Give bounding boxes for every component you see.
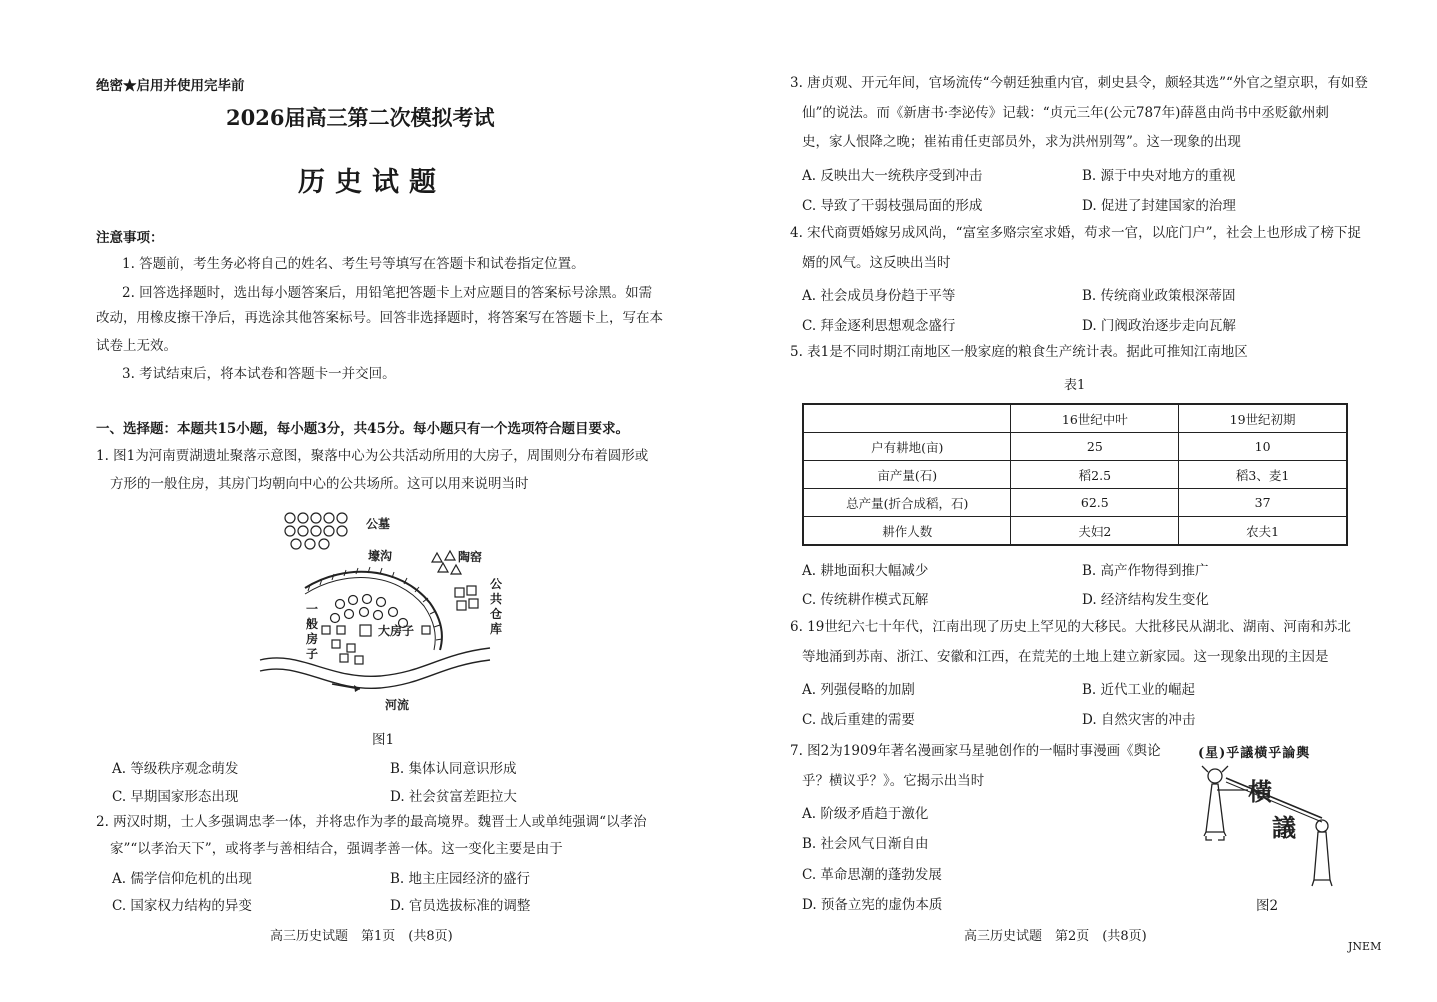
q6-option-a[interactable]: A. 列强侵略的加剧	[802, 682, 915, 698]
q4-option-b[interactable]: B. 传统商业政策根深蒂固	[1082, 288, 1236, 304]
notice-line: 2. 回答选择题时，选出每小题答案后，用铅笔把答题卡上对应题目的答案标号涂黑。如需	[122, 285, 653, 301]
table-1-caption: 表1	[1064, 378, 1086, 393]
table-cell: 25	[1011, 433, 1179, 461]
q6-option-d[interactable]: D. 自然灾害的冲击	[1082, 712, 1196, 728]
q2-option-c[interactable]: C. 国家权力结构的异变	[112, 898, 252, 914]
notice-line: 试卷上无效。	[96, 338, 177, 354]
table-cell: 亩产量(石)	[803, 461, 1011, 489]
figure-1-caption: 图1	[372, 732, 395, 748]
q4-option-d[interactable]: D. 门阀政治逐步走向瓦解	[1082, 318, 1236, 334]
q3-option-a[interactable]: A. 反映出大一统秩序受到冲击	[802, 168, 983, 184]
table-header-cell: 19世纪初期	[1179, 404, 1347, 433]
label-warehouse: 公共仓库	[490, 577, 503, 636]
secret-mark: 绝密★启用并使用完毕前	[96, 78, 245, 94]
q3-option-d[interactable]: D. 促进了封建国家的治理	[1082, 198, 1236, 214]
q2-option-d[interactable]: D. 官员选拔标准的调整	[390, 898, 531, 914]
cartoon-title: (星)乎議橫乎論輿	[1198, 746, 1311, 761]
q4-option-c[interactable]: C. 拜金逐利思想观念盛行	[802, 318, 956, 334]
table-header-row	[803, 404, 1347, 433]
q1-option-a[interactable]: A. 等级秩序观念萌发	[112, 761, 239, 777]
label-kiln: 陶窑	[458, 550, 483, 564]
table-cell: 稻3、麦1	[1179, 461, 1347, 489]
question-3-line: 仙”的说法。而《新唐书·李泌传》记载：“贞元三年(公元787年)薛邕由尚书中丞贬歙州刺	[802, 105, 1329, 121]
q7-option-b[interactable]: B. 社会风气日渐自由	[802, 836, 929, 852]
q7-option-d[interactable]: D. 预备立宪的虚伪本质	[802, 897, 943, 913]
q7-option-c[interactable]: C. 革命思潮的蓬勃发展	[802, 867, 942, 883]
q2-option-a[interactable]: A. 儒学信仰危机的出现	[112, 871, 252, 887]
cartoon-illustration	[1190, 762, 1340, 894]
question-1-line: 方形的一般住房，其房门均朝向中心的公共场所。这可以用来说明当时	[110, 476, 529, 492]
table-cell: 稻2.5	[1011, 461, 1179, 489]
cartoon-char: 橫	[1248, 777, 1272, 806]
notice-line: 3. 考试结束后，将本试卷和答题卡一并交回。	[122, 366, 396, 382]
notice-line: 改动，用橡皮擦干净后，再选涂其他答案标号。回答非选择题时，将答案写在答题卡上，写在本	[96, 310, 663, 326]
table-row	[803, 489, 1347, 517]
q2-option-b[interactable]: B. 地主庄园经济的盛行	[390, 871, 531, 887]
table-row	[803, 461, 1347, 489]
question-2-line: 家”“以孝治天下”，或将孝与善相结合，强调孝善一体。这一变化主要是由于	[110, 841, 563, 857]
q5-option-a[interactable]: A. 耕地面积大幅减少	[802, 563, 929, 579]
q5-option-c[interactable]: C. 传统耕作模式瓦解	[802, 592, 929, 608]
q4-option-a[interactable]: A. 社会成员身份趋于平等	[802, 288, 956, 304]
subject-title: 历史试题	[298, 167, 446, 198]
table-row	[803, 517, 1347, 546]
label-river: 河流	[385, 698, 410, 712]
label-moat: 壕沟	[368, 549, 393, 563]
question-4-line: 婿的风气。这反映出当时	[802, 255, 951, 271]
question-3-line: 3. 唐贞观、开元年间，官场流传“今朝廷独重内官，刺史县令，颇轻其选”“外官之望京职，有如登	[790, 75, 1368, 91]
exam-page-1	[0, 0, 718, 1002]
q1-option-d[interactable]: D. 社会贫富差距拉大	[390, 789, 517, 805]
table-cell: 62.5	[1011, 489, 1179, 517]
table-cell: 10	[1179, 433, 1347, 461]
question-2-line: 2. 两汉时期，士人多强调忠孝一体，并将忠作为孝的最高境界。魏晋士人或单纯强调“以孝治	[96, 814, 647, 830]
table-row	[803, 433, 1347, 461]
corner-mark: JNEM	[1348, 940, 1382, 953]
table-cell: 户有耕地(亩)	[803, 433, 1011, 461]
q1-option-c[interactable]: C. 早期国家形态出现	[112, 789, 239, 805]
exam-title: 2026届高三第二次模拟考试	[226, 105, 495, 130]
grain-production-table	[802, 403, 1348, 546]
question-4-line: 4. 宋代商贾婚嫁另成风尚，“富室多赂宗室求婚，苟求一官，以庇门户”，社会上也形成了榜下捉	[790, 225, 1361, 241]
q7-option-a[interactable]: A. 阶级矛盾趋于激化	[802, 806, 929, 822]
q6-option-b[interactable]: B. 近代工业的崛起	[1082, 682, 1196, 698]
notice-heading: 注意事项：	[96, 230, 164, 246]
question-3-line: 史，家人恨降之晚；崔祐甫任吏部员外，求为洪州别驾”。这一现象的出现	[802, 134, 1241, 150]
section-heading: 一、选择题：本题共15小题，每小题3分，共45分。每小题只有一个选项符合题目要求。	[96, 421, 629, 437]
table-cell	[803, 404, 1011, 433]
notice-line: 1. 答题前，考生务必将自己的姓名、考生号等填写在答题卡和试卷指定位置。	[122, 256, 585, 272]
q5-option-d[interactable]: D. 经济结构发生变化	[1082, 592, 1209, 608]
settlement-diagram	[250, 508, 520, 716]
question-1-line: 1. 图1为河南贾湖遗址聚落示意图，聚落中心为公共活动所用的大房子，周围则分布着圆形或	[96, 448, 649, 464]
question-7-line: 7. 图2为1909年著名漫画家马星驰创作的一幅时事漫画《舆论	[790, 743, 1161, 759]
label-big-house: 大房子	[378, 624, 415, 638]
page-2-footer: 高三历史试题 第2页 (共8页)	[964, 929, 1147, 944]
question-5-line: 5. 表1是不同时期江南地区一般家庭的粮食生产统计表。据此可推知江南地区	[790, 344, 1248, 360]
page-1-footer: 高三历史试题 第1页 (共8页)	[270, 929, 453, 944]
exam-page-2	[718, 0, 1437, 1002]
table-header-cell: 16世纪中叶	[1011, 404, 1179, 433]
table-cell: 夫妇2	[1011, 517, 1179, 546]
table-cell: 农夫1	[1179, 517, 1347, 546]
table-cell: 总产量(折合成稻，石)	[803, 489, 1011, 517]
q6-option-c[interactable]: C. 战后重建的需要	[802, 712, 915, 728]
cartoon-char: 議	[1272, 813, 1296, 842]
question-7-line: 乎？横议乎？》。它揭示出当时	[802, 773, 985, 789]
figure-2-caption: 图2	[1256, 898, 1279, 914]
table-cell: 37	[1179, 489, 1347, 517]
q3-option-c[interactable]: C. 导致了干弱枝强局面的形成	[802, 198, 983, 214]
label-houses: 一般房子	[306, 602, 319, 661]
question-6-line: 等地涌到苏南、浙江、安徽和江西，在荒芜的土地上建立新家园。这一现象出现的主因是	[802, 649, 1329, 665]
q3-option-b[interactable]: B. 源于中央对地方的重视	[1082, 168, 1236, 184]
label-cemetery: 公墓	[366, 517, 391, 531]
table-cell: 耕作人数	[803, 517, 1011, 546]
q5-option-b[interactable]: B. 高产作物得到推广	[1082, 563, 1209, 579]
q1-option-b[interactable]: B. 集体认同意识形成	[390, 761, 517, 777]
question-6-line: 6. 19世纪六七十年代，江南出现了历史上罕见的大移民。大批移民从湖北、湖南、河南和苏北	[790, 619, 1351, 635]
